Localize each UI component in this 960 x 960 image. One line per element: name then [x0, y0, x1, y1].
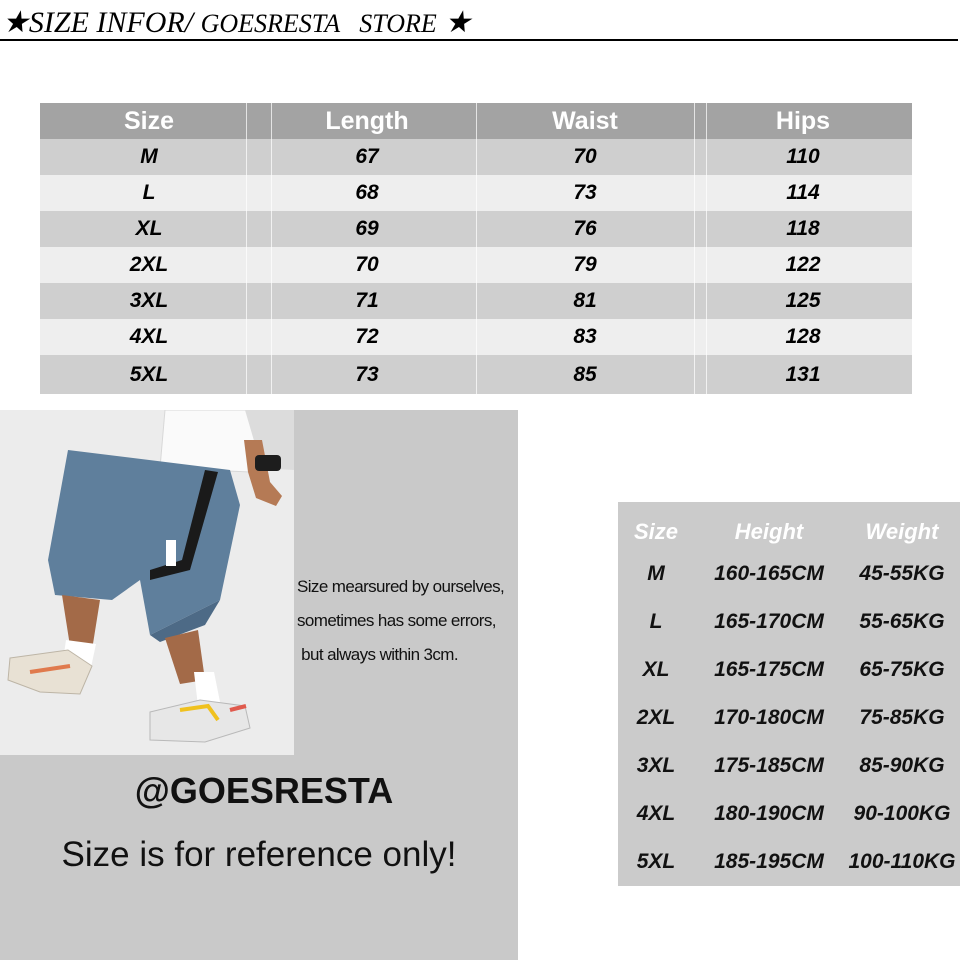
table-cell: 114: [786, 181, 820, 204]
note-line: sometimes has some errors,: [297, 611, 496, 630]
column-header: Waist: [552, 106, 618, 135]
table-cell: 122: [785, 253, 821, 276]
table-cell: XL: [642, 658, 670, 681]
model-photo: [0, 410, 294, 755]
model-shorts-illustration: [0, 410, 294, 755]
table-cell: 125: [785, 289, 821, 312]
column-divider: [694, 103, 695, 394]
star-icon: ★: [444, 6, 472, 39]
table-cell: 67: [355, 145, 379, 168]
table-cell: M: [647, 562, 665, 585]
header-size-info: SIZE INFOR/: [28, 6, 194, 39]
table-cell: XL: [135, 217, 163, 240]
column-divider: [706, 103, 707, 394]
table-cell: 68: [355, 181, 379, 204]
header-divider: [0, 39, 958, 41]
fit-guide-header-row: [618, 508, 960, 556]
table-cell: 45-55KG: [859, 562, 945, 585]
table-row: [618, 694, 960, 742]
table-cell: 131: [785, 362, 821, 386]
table-cell: 175-185CM: [714, 754, 824, 777]
note-line: Size mearsured by ourselves,: [297, 577, 505, 596]
table-cell: 73: [355, 362, 379, 386]
note-line: but always within 3cm.: [297, 645, 458, 664]
table-row: [618, 550, 960, 598]
table-cell: 90-100KG: [853, 802, 951, 825]
header-title: [2, 6, 471, 41]
table-cell: L: [649, 610, 663, 633]
table-cell: 165-175CM: [714, 658, 824, 681]
table-cell: 81: [573, 289, 597, 312]
table-cell: M: [140, 145, 158, 168]
size-chart-table: [40, 103, 912, 394]
column-divider: [246, 103, 247, 394]
column-header: Height: [734, 519, 804, 544]
table-cell: 76: [573, 217, 597, 240]
table-cell: 128: [785, 325, 821, 348]
column-divider: [476, 103, 477, 394]
header-store-name: GOESRESTA STORE: [200, 9, 437, 38]
table-cell: L: [142, 181, 156, 204]
column-header: Size: [633, 519, 679, 544]
column-header: Size: [123, 106, 175, 135]
table-cell: 5XL: [129, 362, 169, 386]
table-row: [618, 598, 960, 646]
table-cell: 73: [573, 181, 597, 204]
table-cell: 110: [786, 145, 820, 168]
table-cell: 4XL: [636, 802, 676, 825]
table-cell: 160-165CM: [714, 562, 824, 585]
table-cell: 5XL: [636, 850, 676, 873]
column-header: Length: [325, 106, 409, 135]
table-cell: 2XL: [129, 253, 169, 276]
table-cell: 75-85KG: [859, 706, 945, 729]
table-cell: 70: [355, 253, 379, 276]
table-cell: 55-65KG: [859, 610, 945, 633]
table-cell: 165-170CM: [714, 610, 824, 633]
table-cell: 170-180CM: [714, 706, 824, 729]
table-cell: 85: [573, 362, 597, 386]
table-cell: 118: [786, 217, 820, 240]
table-cell: 71: [355, 289, 379, 312]
table-cell: 79: [573, 253, 597, 276]
table-row: [618, 742, 960, 790]
star-icon: ★: [2, 6, 29, 39]
column-header: Weight: [865, 519, 939, 544]
table-cell: 83: [573, 325, 597, 348]
column-divider: [271, 103, 272, 394]
table-cell: 3XL: [636, 754, 676, 777]
measurement-note: [297, 570, 518, 672]
table-cell: 70: [573, 145, 597, 168]
table-cell: 185-195CM: [714, 850, 824, 873]
fit-guide-table: [618, 502, 960, 886]
table-row: [618, 838, 960, 886]
column-header: Hips: [775, 106, 831, 135]
promo-panel: [0, 410, 518, 960]
table-row: [618, 790, 960, 838]
table-cell: 4XL: [129, 325, 169, 348]
table-cell: 69: [355, 217, 379, 240]
page-header: [0, 0, 960, 44]
table-cell: 72: [355, 325, 379, 348]
table-cell: 85-90KG: [859, 754, 945, 777]
table-cell: 65-75KG: [859, 658, 945, 681]
table-row: [618, 646, 960, 694]
reference-disclaimer: Size is for reference only!: [61, 835, 457, 874]
table-cell: 180-190CM: [714, 802, 824, 825]
brand-handle: @GOESRESTA: [134, 770, 394, 811]
table-cell: 2XL: [636, 706, 676, 729]
table-cell: 100-110KG: [848, 850, 956, 873]
table-cell: 3XL: [129, 289, 169, 312]
